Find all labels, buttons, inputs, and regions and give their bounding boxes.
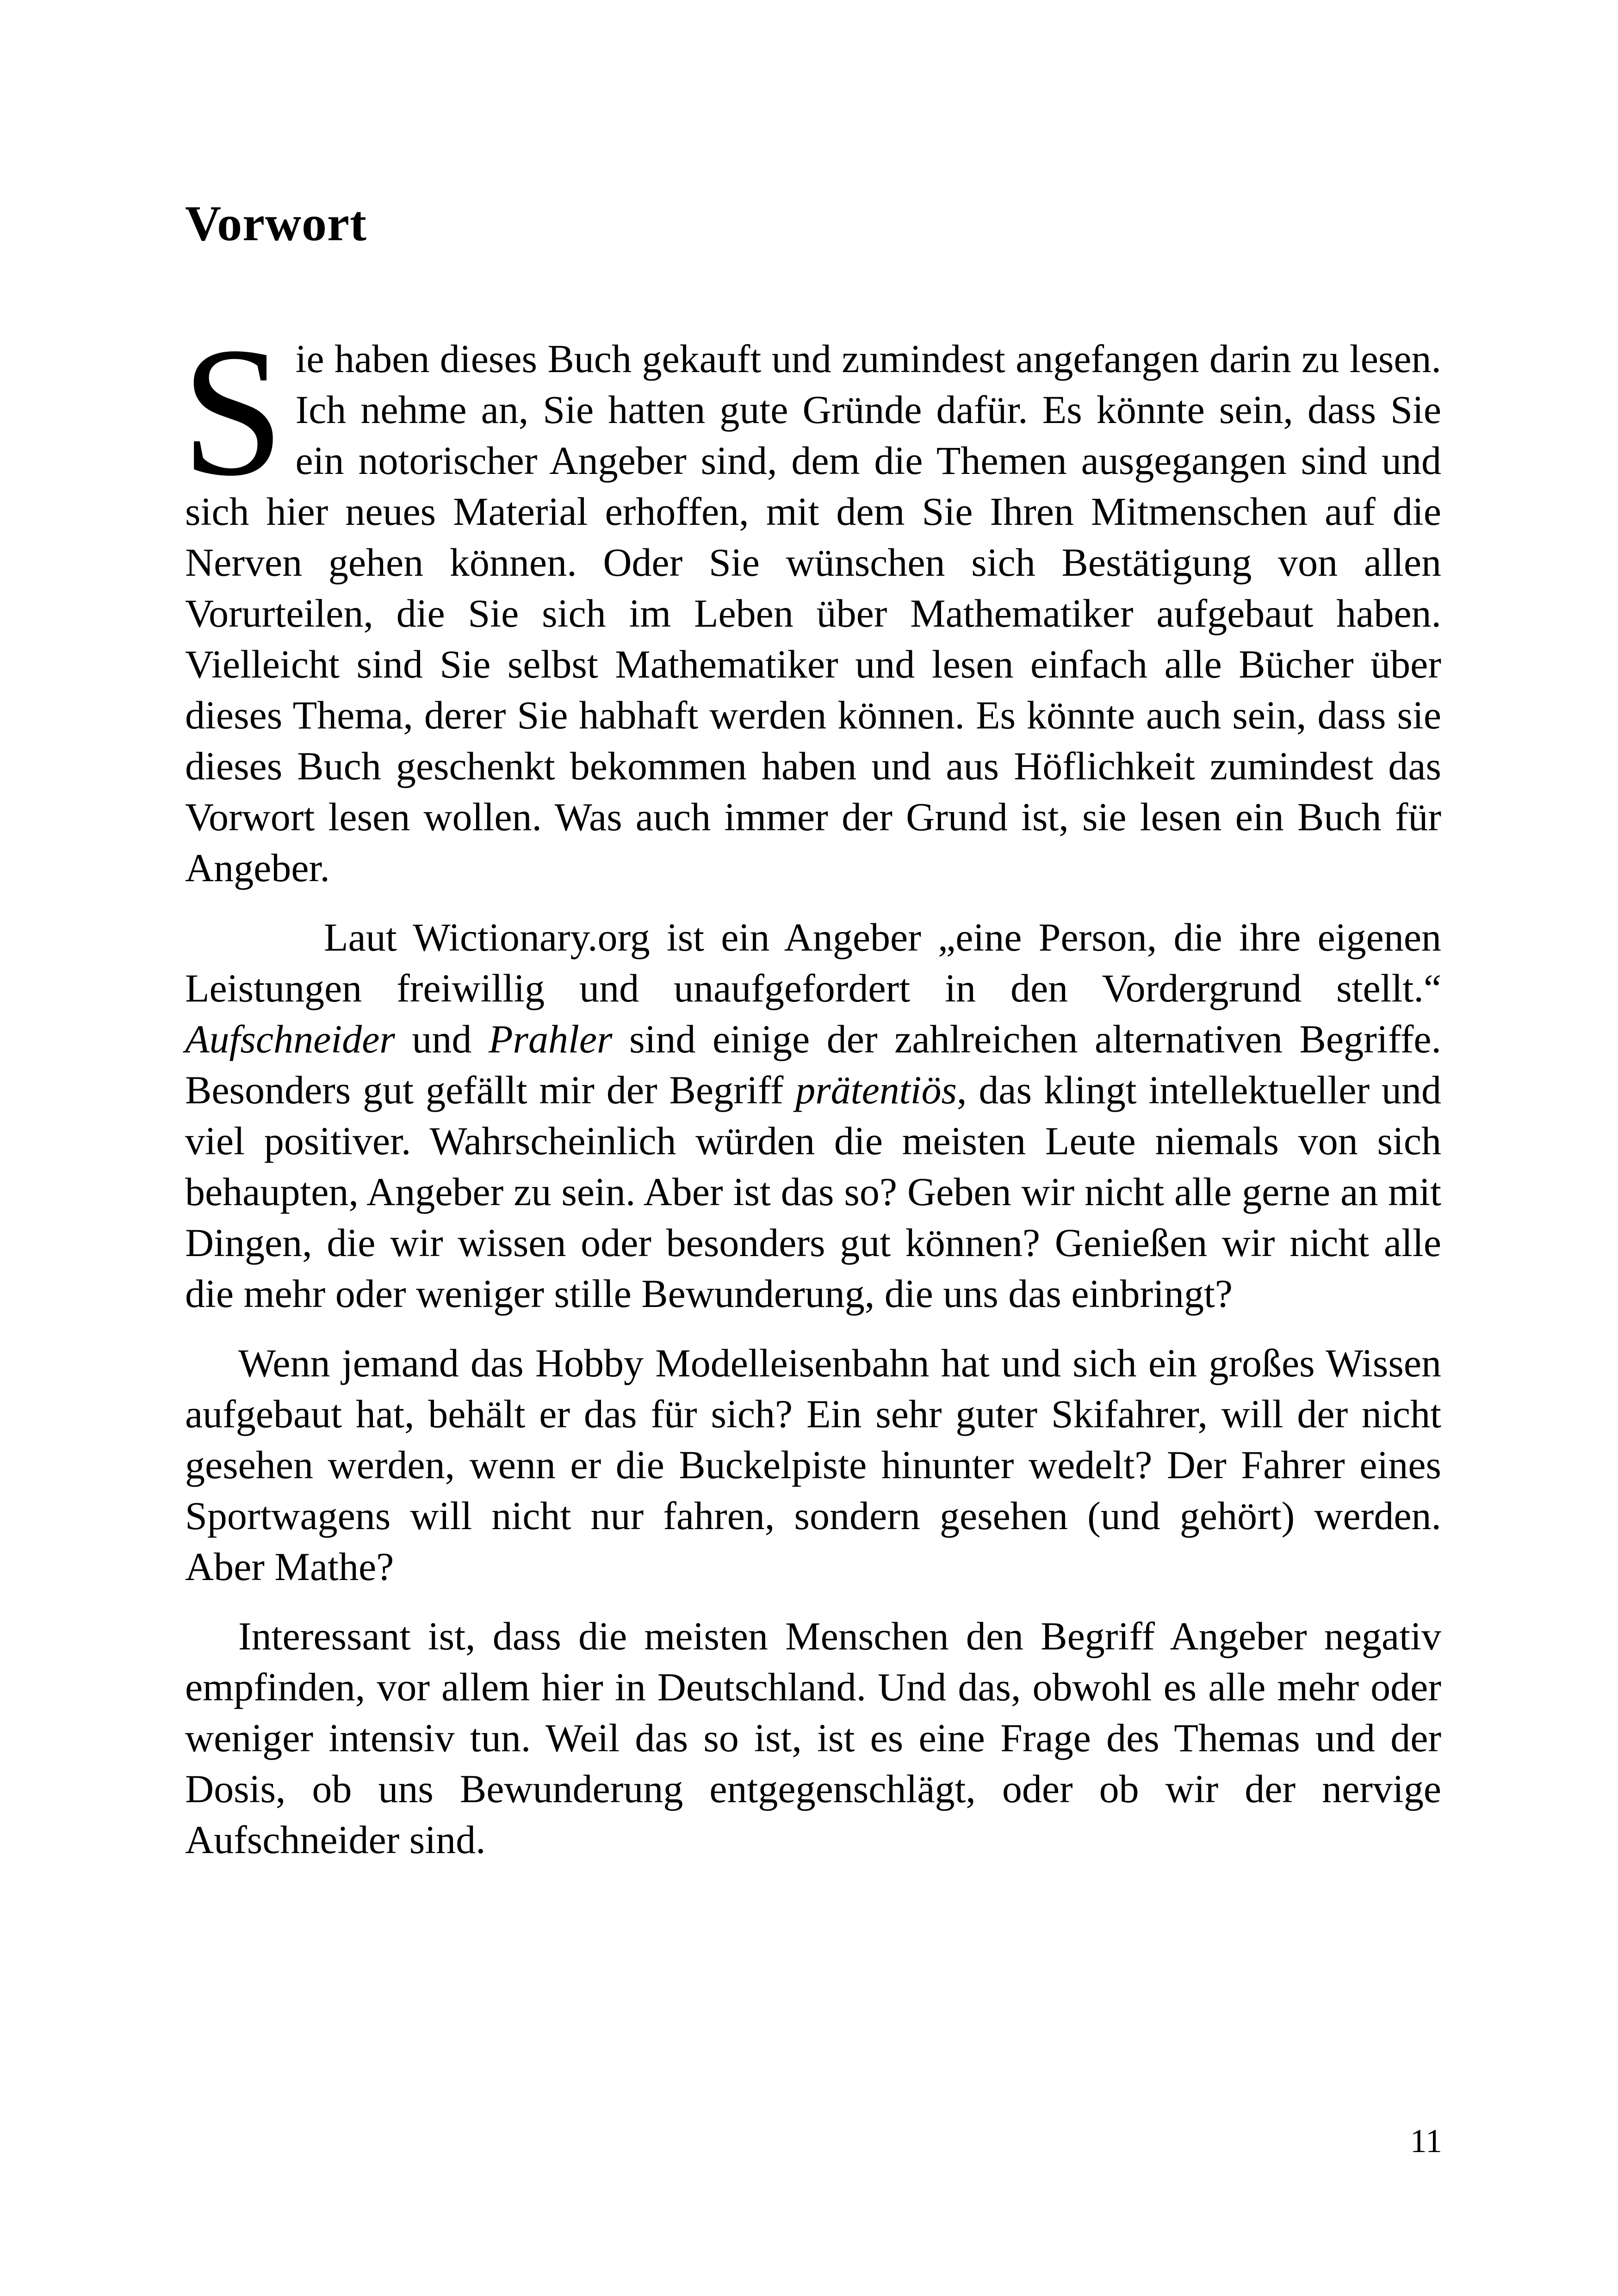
page-number: 11: [1410, 2122, 1442, 2159]
chapter-heading: Vorwort: [185, 196, 367, 251]
term-praetentioes: prätentiös: [795, 1068, 957, 1112]
term-prahler: Prahler: [488, 1017, 613, 1061]
paragraph-4: Interessant ist, dass die meisten Menschen den Begriff Angeber negativ empfinden, vor allem hier in Deutschland. Und das, obwohl es alle mehr oder weniger intensiv tun. Weil das so ist, ist es eine Frage des Themas und der Dosis, ob uns Bewunderung entgegenschlägt, oder ob wir der nervige Aufschneider sind.: [185, 1614, 1441, 1862]
chapter-body: [181, 309, 1442, 1884]
paragraph-3: Wenn jemand das Hobby Modelleisenbahn hat und sich ein großes Wissen aufgebaut hat, behält er das für sich? Ein sehr guter Skifahrer, will der nicht gesehen werden, wenn er die Buckelpiste hinunter wedelt? Der Fahrer eines Sportwagens will nicht nur fahren, sondern gesehen (und gehört) werden. Aber Mathe?: [185, 1341, 1441, 1589]
paragraph-2: [185, 912, 1441, 1319]
paragraph-2-part-3: sind einige der zahlreichen alternativen Begriffe. Besonders gut gefällt mir der Begriff: [185, 1017, 1442, 1112]
paragraph-2-part-1: Laut Wictionary.org ist ein Angeber „eine Person, die ihre eigenen Leistungen freiwillig und unaufgefordert in den Vordergrund stellt.“: [185, 915, 1441, 1010]
paragraph-1: [181, 309, 1441, 893]
drop-cap: S: [181, 309, 285, 514]
paragraph-2-part-4: , das klingt intellektueller und viel positiver. Wahrscheinlich würden die meisten Leute niemals von sich behaupten, Angeber zu sein. Aber ist das so? Geben wir nicht alle gerne an mit Dingen, die wir wissen oder besonders gut können? Genießen wir nicht alle die mehr oder weniger stille Bewunderung, die uns das einbringt?: [185, 1068, 1441, 1316]
paragraph-2-part-2: und: [395, 1017, 489, 1061]
term-aufschneider: Aufschneider: [185, 1017, 395, 1061]
paragraph-1-text: ie haben dieses Buch gekauft und zumindest angefangen darin zu lesen. Ich nehme an, Sie hatten gute Gründe dafür. Es könnte sein, dass Sie ein notorischer Angeber sind, dem die Themen ausgegangen sind und sich hier neues Material erhoffen, mit dem Sie Ihren Mitmenschen auf die Nerven gehen können. Oder Sie wünschen sich Bestätigung von allen Vorurteilen, die Sie sich im Leben über Mathematiker aufgebaut haben. Vielleicht sind Sie selbst Mathematiker und lesen einfach alle Bücher über dieses Thema, derer Sie habhaft werden können. Es könnte auch sein, dass sie dieses Buch geschenkt bekommen haben und aus Höflichkeit zumindest das Vorwort lesen wollen. Was auch immer der Grund ist, sie lesen ein Buch für Angeber.: [185, 336, 1441, 890]
